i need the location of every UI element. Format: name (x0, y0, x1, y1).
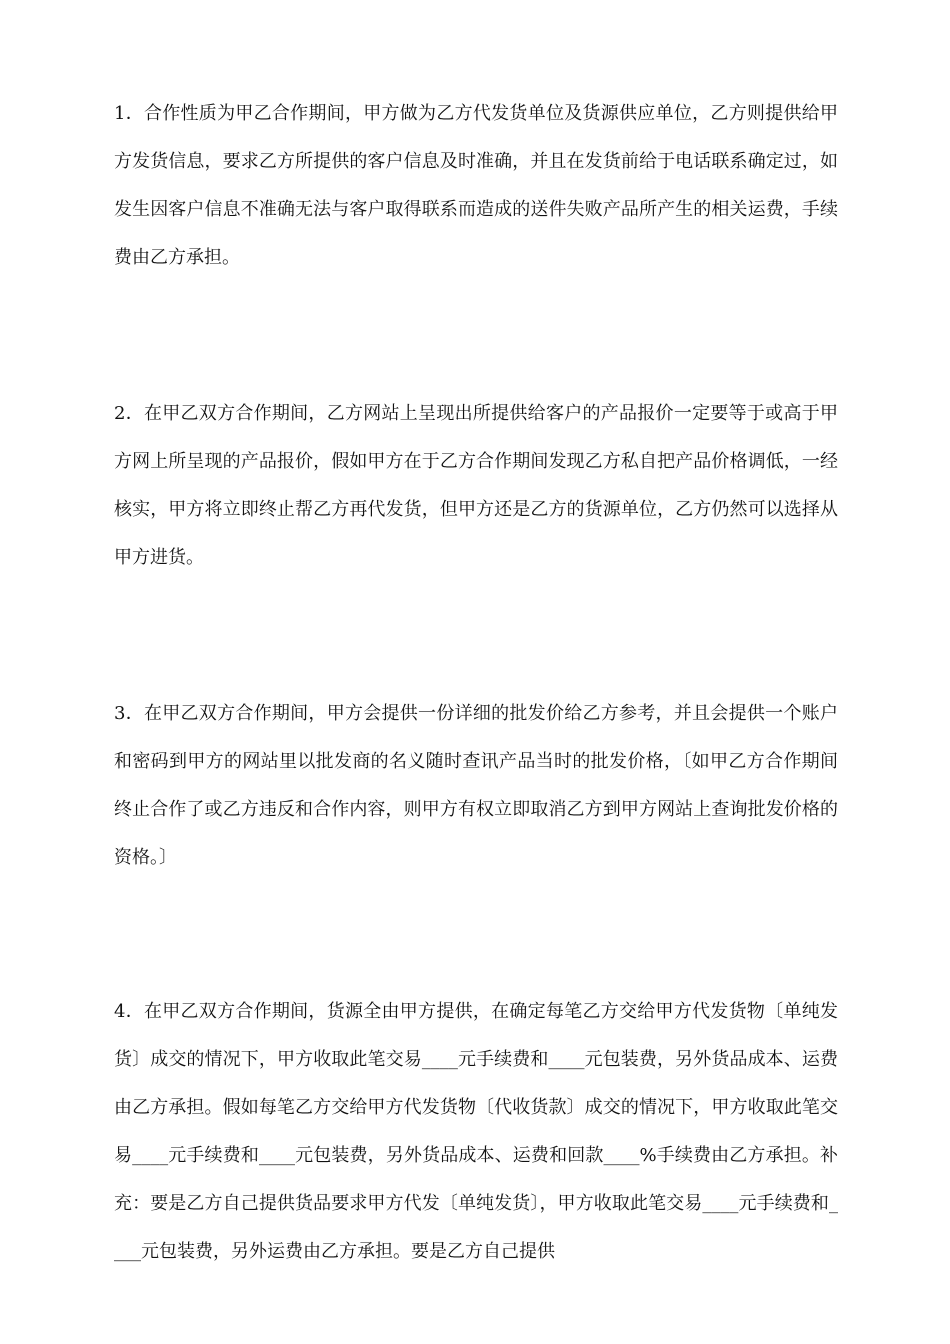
clause-4-paragraph: 4．在甲乙双方合作期间，货源全由甲方提供，在确定每笔乙方交给甲方代发货物〔单纯发货〕成交的情况下，甲方收取此笔交易____元手续费和____元包装费，另外货品成本、运费由乙方承担。假如每笔乙方交给甲方代发货物〔代收货款〕成交的情况下，甲方收取此笔交易____元手续费和____元包装费，另外货品成本、运费和回款____%手续费由乙方承担。补充：要是乙方自己提供货品要求甲方代发〔单纯发货〕，甲方收取此笔交易____元手续费和____元包装费，另外运费由乙方承担。要是乙方自己提供 (114, 1001, 838, 1262)
clause-2-paragraph: 2．在甲乙双方合作期间，乙方网站上呈现出所提供给客户的产品报价一定要等于或高于甲方网上所呈现的产品报价，假如甲方在于乙方合作期间发现乙方私自把产品价格调低，一经核实，甲方将立即终止帮乙方再代发货，但甲方还是乙方的货源单位，乙方仍然可以选择从甲方进货。 (114, 403, 838, 568)
clause-3-paragraph: 3．在甲乙双方合作期间，甲方会提供一份详细的批发价给乙方参考，并且会提供一个账户和密码到甲方的网站里以批发商的名义随时查讯产品当时的批发价格，〔如甲乙方合作期间终止合作了或乙方违反和合作内容，则甲方有权立即取消乙方到甲方网站上查询批发价格的资格。〕 (114, 703, 838, 868)
clause-1-paragraph: 1．合作性质为甲乙合作期间，甲方做为乙方代发货单位及货源供应单位，乙方则提供给甲方发货信息，要求乙方所提供的客户信息及时准确，并且在发货前给于电话联系确定过，如发生因客户信息不准确无法与客户取得联系而造成的送件失败产品所产生的相关运费，手续费由乙方承担。 (114, 103, 838, 268)
